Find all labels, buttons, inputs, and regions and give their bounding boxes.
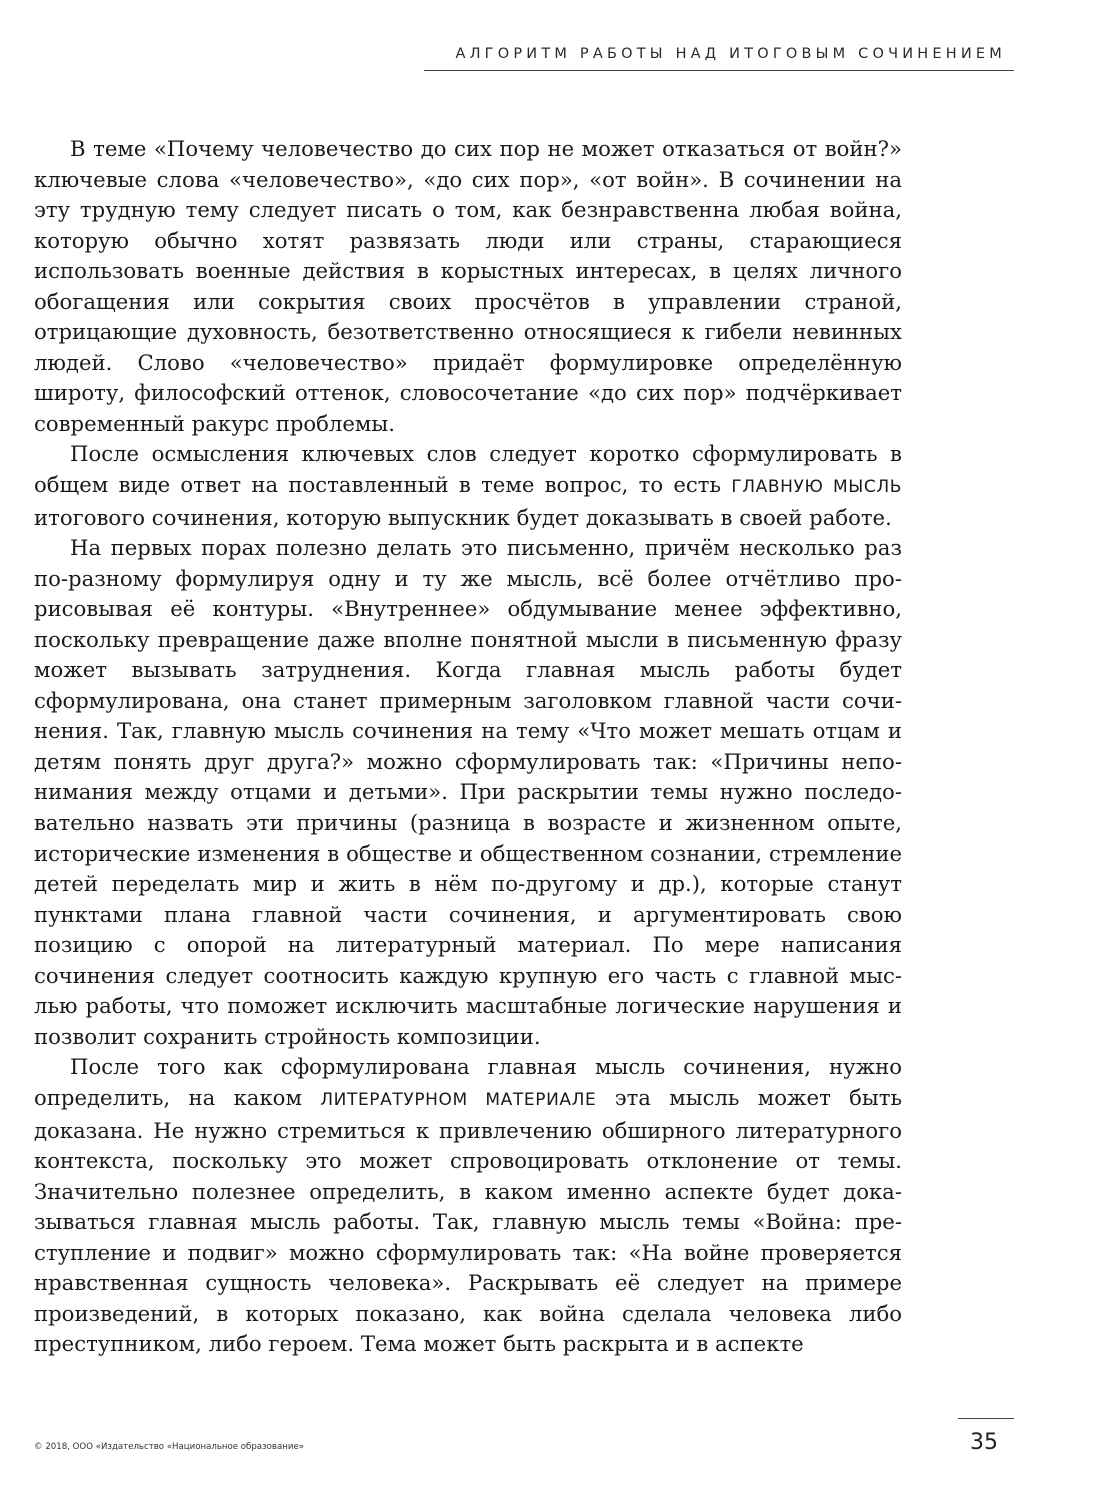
copyright-notice: © 2018, ООО «Издательство «Национальное образование» (34, 1442, 304, 1452)
paragraph-1: В теме «Почему человечество до сих пор не может отказаться от войн?» ключевые слова «человечество», «до сих пор», «от войн». В сочинении на эту трудную тему следует писать о том, как безнравственна любая война, которую обычно хотят развязать люди или страны, старающиеся использовать военные действия в корыстных интересах, в целях личного обогащения или сокрытия своих просчётов в управлении страной, отрицающие духовность, безответственно относящиеся к гибели невинных людей. Слово «человечество» придаёт формулировке определённую широту, философский оттенок, словосочетание «до сих пор» подчёркивает современный ракурс проблемы. (34, 136, 902, 436)
paragraph-3: На первых порах полезно делать это письменно, причём несколько раз по-разному формулируя одну и ту же мысль, всё более отчётливо прорисовывая её контуры. «Внутреннее» обдумывание менее эффективно, поскольку превращение даже вполне понятной мысли в письменную фразу может вызывать затруднения. Когда главная мысль работы будет сформулирована, она станет примерным заголовком главной части сочинения. Так, главную мысль сочинения на тему «Что может мешать отцам и детям понять друг друга?» можно сформулировать так: «Причины непонимания между отцами и детьми». При раскрытии темы нужно последовательно назвать эти причины (разница в возрасте и жизненном опыте, исторические изменения в обществе и общественном сознании, стремление детей переделать мир и жить в нём по-другому и др.), которые станут пунктами плана главной части сочинения, и аргументировать свою позицию с опорой на литературный материал. По мере написания сочинения следует соотносить каждую крупную его часть с главной мыслью работы, что поможет исключить масштабные логические нарушения и позволит сохранить стройность композиции. (34, 535, 902, 1049)
main-text (34, 134, 902, 1360)
paragraph-2-text-b: итогового сочинения, которую выпускник будет доказывать в своей работе. (34, 504, 892, 530)
running-header: АЛГОРИТМ РАБОТЫ НАД ИТОГОВЫМ СОЧИНЕНИЕМ (455, 46, 1006, 62)
footer-rule (958, 1418, 1014, 1419)
paragraph-4 (34, 1052, 902, 1359)
paragraph-4-text-a: После того как сформулирована главная мысль сочинения, нужно определить, на каком (34, 1054, 902, 1110)
paragraph-4-text-b: эта мысль может быть доказана. Не нужно стремиться к привлечению обширного литературного контекста, поскольку это может спровоцировать отклонение от темы. Значительно полезнее определить, в каком именно аспекте будет доказываться главная мысль работы. Так, главную мысль темы «Война: преступление и подвиг» можно сформулировать так: «На войне проверяется нравственная сущность человека». Раскрывать её следует на примере произведений, в которых показано, как война сделала человека либо преступником, либо героем. Тема может быть раскрыта и в аспекте (34, 1084, 902, 1357)
keyword-literary-material: ЛИТЕРАТУРНОМ МАТЕРИАЛЕ (320, 1089, 597, 1110)
header-rule (424, 70, 1014, 71)
keyword-main-idea: ГЛАВНУЮ МЫСЛЬ (731, 477, 902, 498)
paragraph-2 (34, 439, 902, 533)
paragraph-2-text-a: После осмысления ключевых слов следует коротко сформулировать в общем виде ответ на поставленный в теме вопрос, то есть (34, 441, 902, 498)
page-number: 35 (970, 1430, 998, 1455)
